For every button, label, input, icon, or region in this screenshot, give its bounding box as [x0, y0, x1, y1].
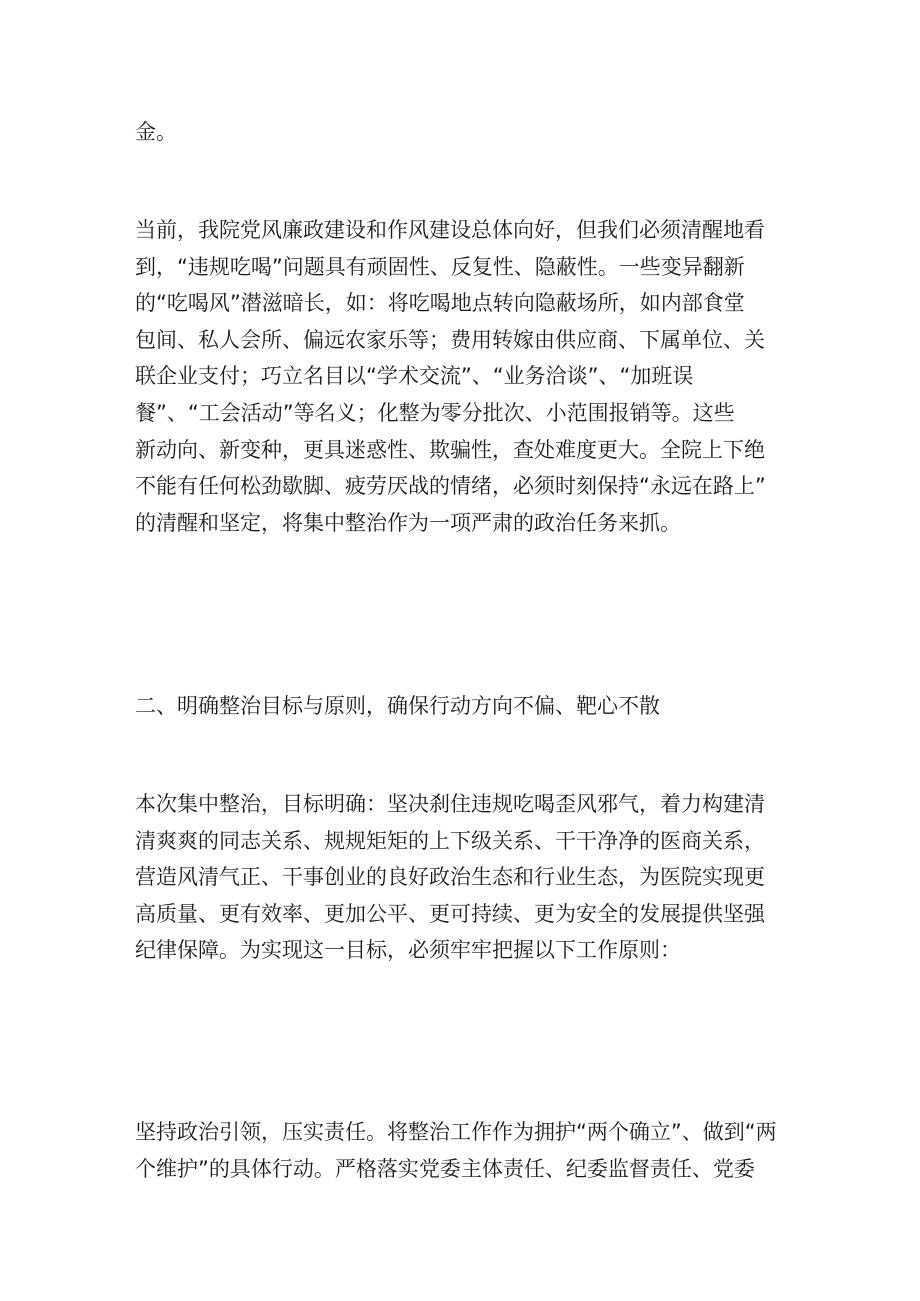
text-line: 到，“违规吃喝”问题具有顽固性、反复性、隐蔽性。一些变异翻新 [135, 254, 745, 279]
text-line: 的“吃喝风”潜滋暗长，如：将吃喝地点转向隐蔽场所，如内部食堂 [135, 291, 745, 316]
text-line: 的清醒和坚定，将集中整治作为一项严肃的政治任务来抓。 [135, 510, 681, 535]
text-line: 坚持政治引领，压实责任。将整治工作作为拥护“两个确立”、做到“两 [135, 1120, 777, 1144]
section-heading [135, 688, 795, 725]
paragraph-goals [135, 786, 795, 969]
heading-line: 二、明确整治目标与原则，确保行动方向不偏、靶心不散 [135, 694, 660, 718]
text-line: 高质量、更有效率、更加公平、更可持续、更为安全的发展提供坚强 [135, 901, 765, 926]
text-line: 金。 [135, 120, 177, 144]
text-line: 个维护”的具体行动。严格落实党委主体责任、纪委监督责任、党委 [135, 1156, 755, 1181]
text-line: 营造风清气正、干事创业的良好政治生态和行业生态，为医院实现更 [135, 865, 765, 890]
paragraph-continuation [135, 114, 795, 151]
text-line: 包间、私人会所、偏远农家乐等；费用转嫁由供应商、下属单位、关 [135, 327, 765, 352]
text-line: 纪律保障。为实现这一目标，必须牢牢把握以下工作原则： [135, 938, 681, 963]
text-line: 餐”、“工会活动”等名义；化整为零分批次、小范围报销等。这些 [135, 400, 735, 425]
text-line: 联企业支付；巧立名目以“学术交流”、“业务洽谈”、“加班误 [135, 364, 694, 389]
text-line: 清爽爽的同志关系、规规矩矩的上下级关系、干干净净的医商关系， [135, 828, 765, 853]
paragraph-principle-political [135, 1114, 795, 1187]
text-line: 新动向、新变种，更具迷惑性、欺骗性，查处难度更大。全院上下绝 [135, 437, 765, 462]
text-line: 不能有任何松劲歇脚、疲劳厌战的情绪，必须时刻保持“永远在路上” [135, 474, 766, 499]
text-line: 本次集中整治，目标明确：坚决刹住违规吃喝歪风邪气，着力构建清 [135, 792, 765, 816]
text-line: 当前，我院党风廉政建设和作风建设总体向好，但我们必须清醒地看 [135, 218, 765, 242]
paragraph-current-situation [135, 212, 795, 541]
